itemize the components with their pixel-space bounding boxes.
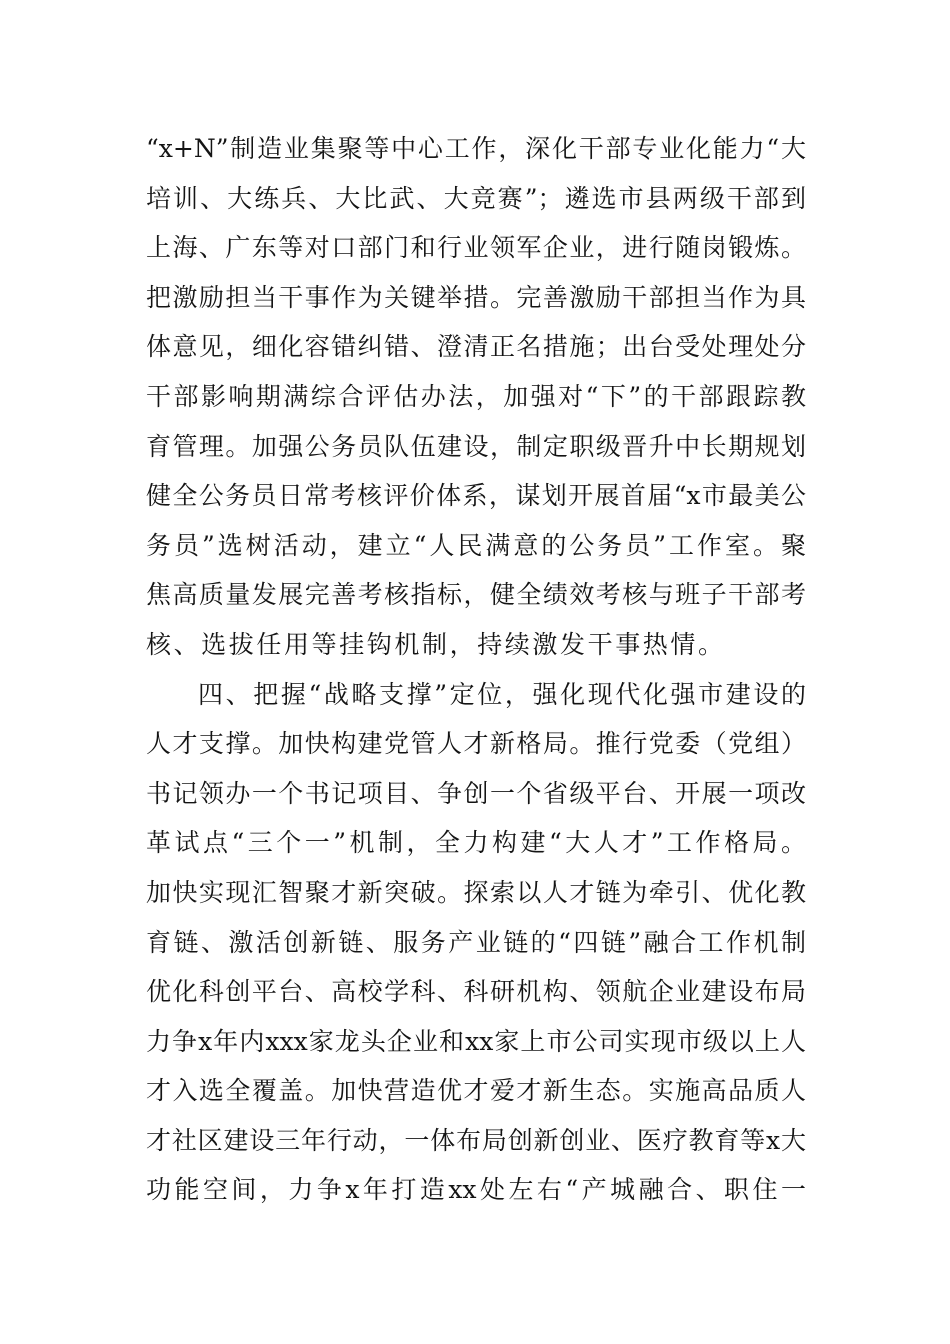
text-line: 培训、大练兵、大比武、大竞赛”；遴选市县两级干部到	[146, 183, 806, 213]
text-line: 焦高质量发展完善考核指标，健全绩效考核与班子干部考	[146, 580, 806, 610]
text-line: 优化科创平台、高校学科、科研机构、领航企业建设布局	[146, 977, 806, 1007]
text-line: 力争x年内xxx家龙头企业和xx家上市公司实现市级以上人	[146, 1026, 806, 1056]
document-page	[146, 124, 806, 1215]
text-line: 人才支撑。加快构建党管人才新格局。推行党委（党组）	[146, 729, 806, 759]
text-line: 革试点“三个一”机制，全力构建“大人才”工作格局。	[146, 828, 806, 858]
text-line: 健全公务员日常考核评价体系，谋划开展首届“x市最美公	[146, 481, 806, 511]
text-line: 体意见，细化容错纠错、澄清正名措施；出台受处理处分	[146, 332, 806, 362]
text-line: 书记领办一个书记项目、争创一个省级平台、开展一项改	[146, 778, 806, 808]
text-line: 育链、激活创新链、服务产业链的“四链”融合工作机制	[146, 927, 806, 957]
text-line: 育管理。加强公务员队伍建设，制定职级晋升中长期规划	[146, 431, 806, 461]
paragraph-start-line: 四、把握“战略支撑”定位，强化现代化强市建设的	[198, 679, 806, 709]
text-line: 功能空间，力争x年打造xx处左右“产城融合、职住一	[146, 1175, 806, 1205]
text-line: 务员”选树活动，建立“人民满意的公务员”工作室。聚	[146, 530, 806, 560]
text-line: 加快实现汇智聚才新突破。探索以人才链为牵引、优化教	[146, 877, 806, 907]
text-line: 才入选全覆盖。加快营造优才爱才新生态。实施高品质人	[146, 1076, 806, 1106]
text-line: 上海、广东等对口部门和行业领军企业，进行随岗锻炼。	[146, 233, 806, 263]
text-line: “x+N”制造业集聚等中心工作，深化干部专业化能力“大	[146, 134, 806, 163]
paragraph-end-line: 核、选拔任用等挂钩机制，持续激发干事热情。	[146, 629, 726, 659]
text-line: 把激励担当干事作为关键举措。完善激励干部担当作为具	[146, 282, 806, 312]
text-line: 干部影响期满综合评估办法，加强对“下”的干部跟踪教	[146, 381, 806, 411]
text-line: 才社区建设三年行动，一体布局创新创业、医疗教育等x大	[146, 1125, 806, 1155]
